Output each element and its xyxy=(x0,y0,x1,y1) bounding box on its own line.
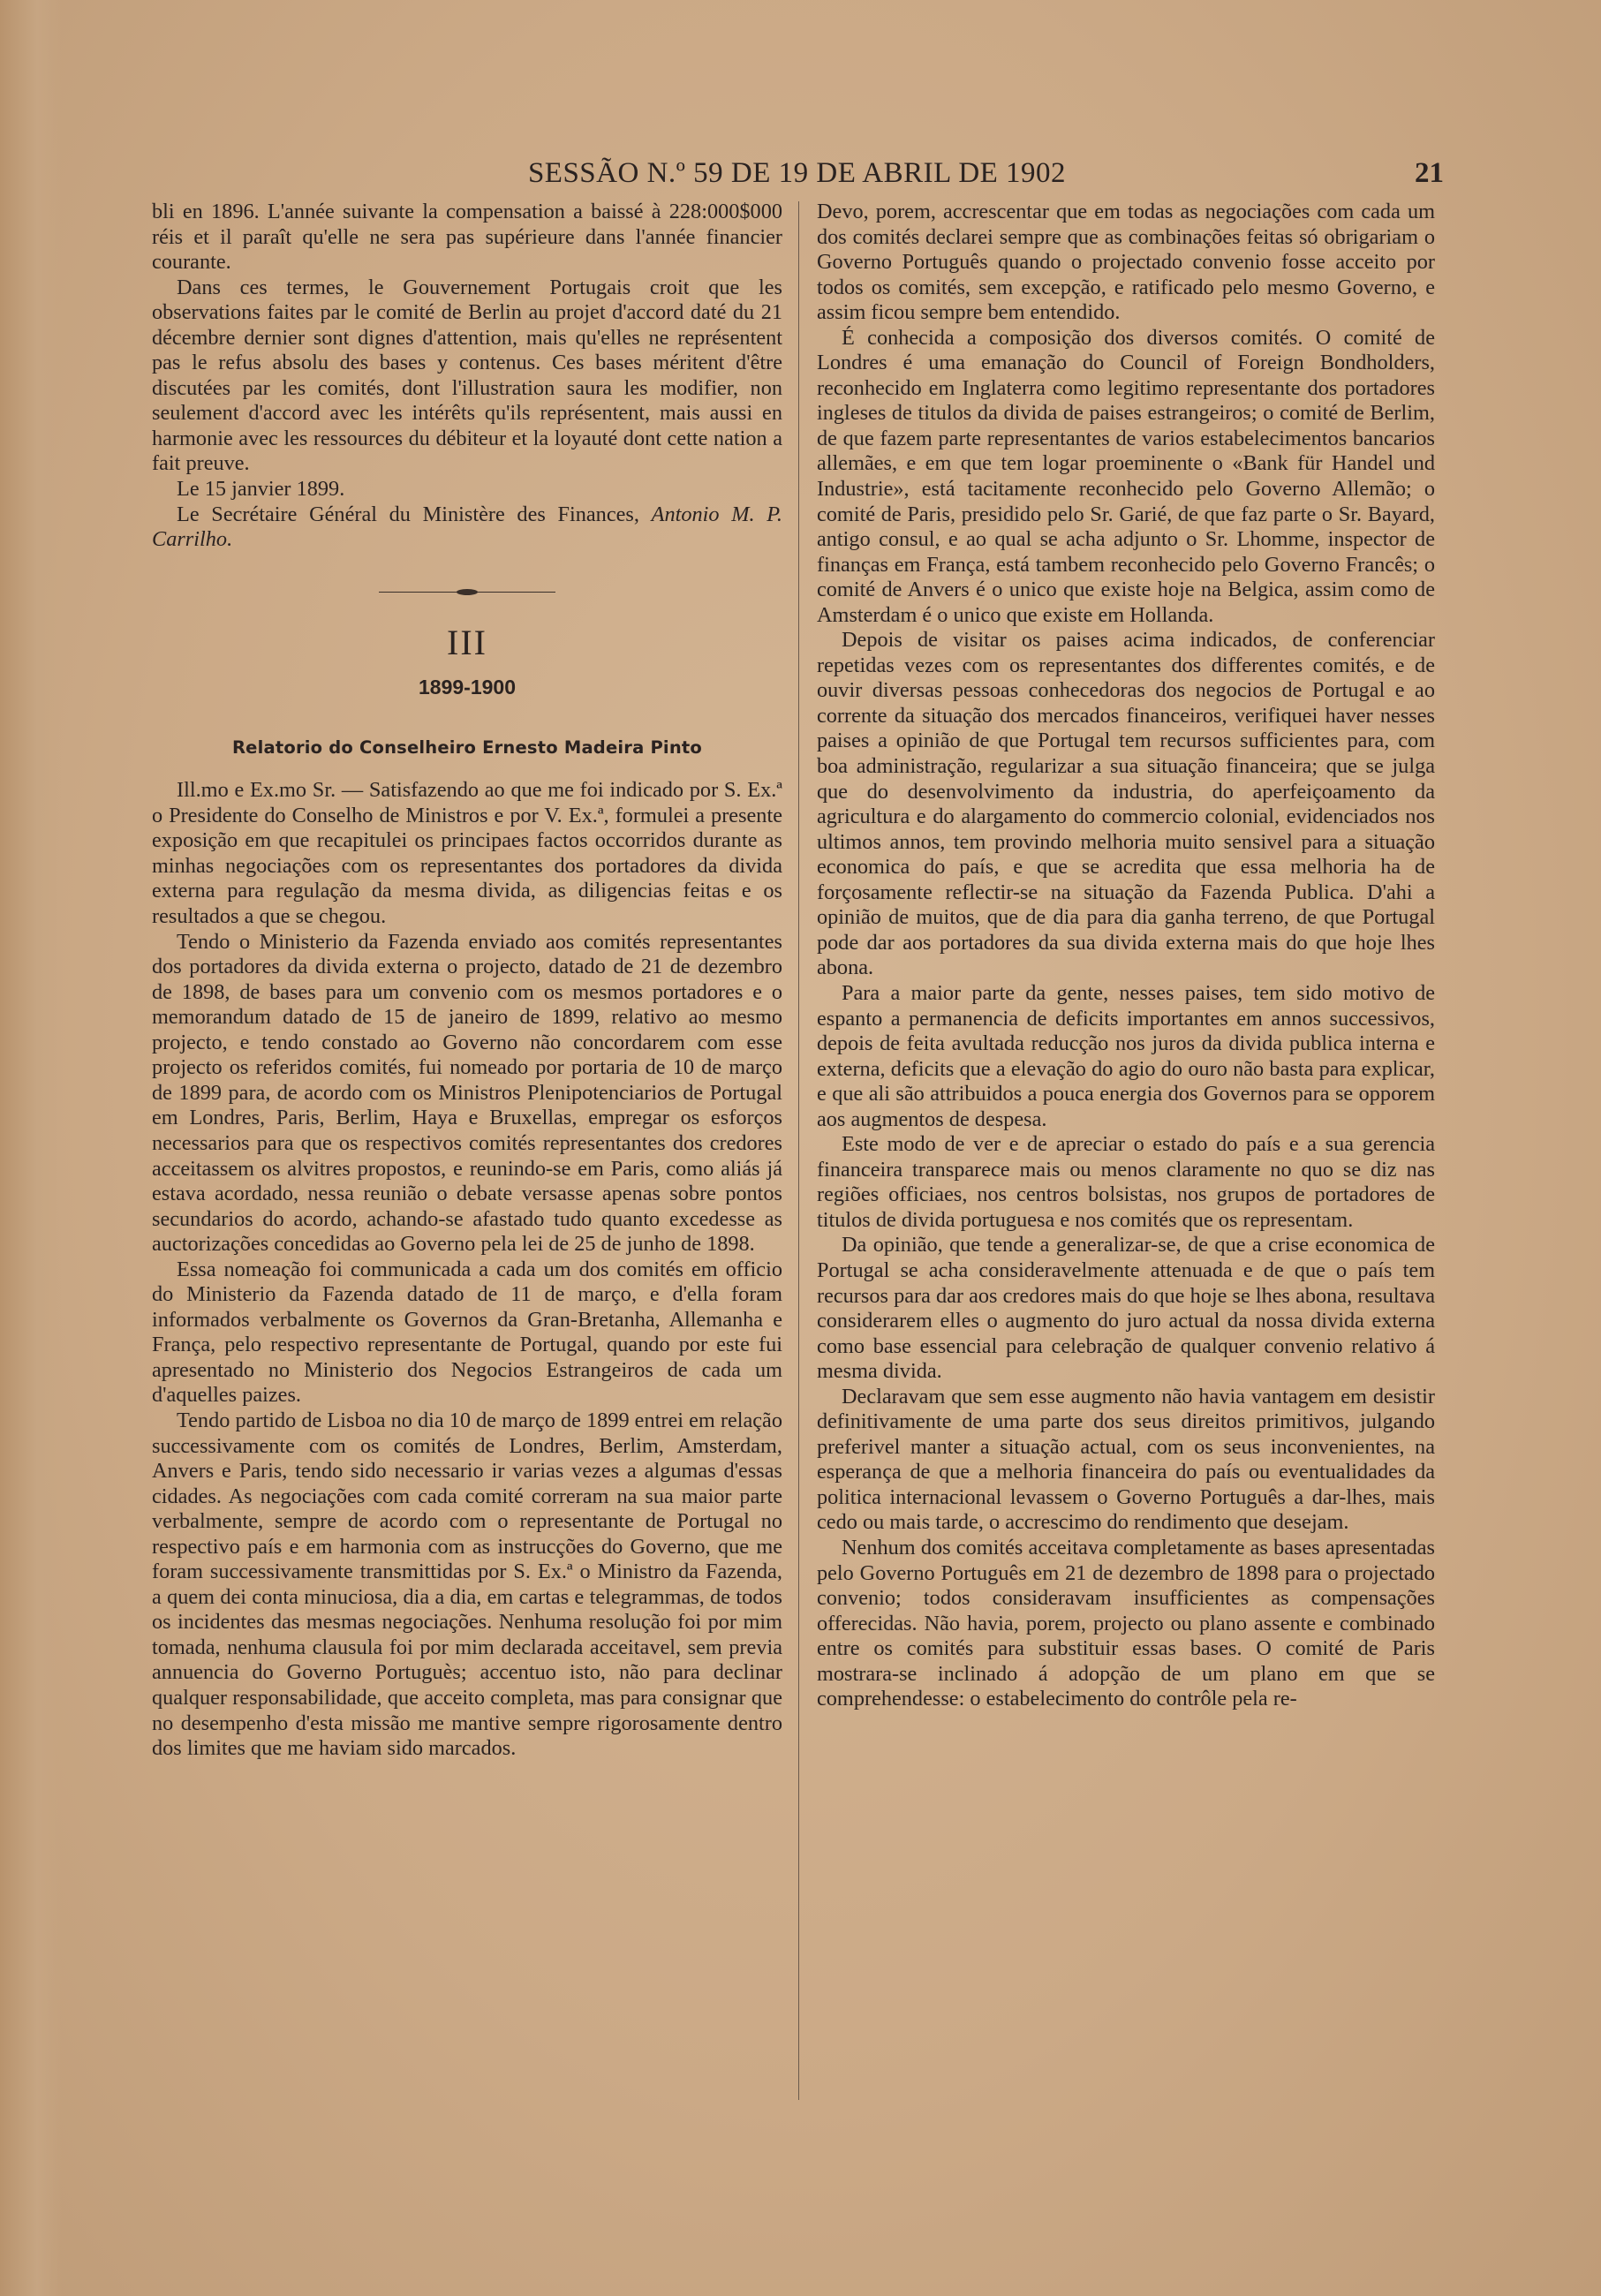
paragraph: É conhecida a composição dos diversos comités. O comité de Londres é uma emanação do Council of Foreign Bondholders, reconhecido em Inglaterra como legitimo representante dos portadores ingleses de titulos da divida de paises estrangeiros; o comité de Berlim, de que fazem parte representantes de varios estabelecimentos bancarios allemães, e em que tem logar proeminente o «Bank für Handel und Industrie», está tacitamente reconhecido pelo Governo Allemão; o comité de Paris, presidido pelo Sr. Garié, de que faz parte o Sr. Bayard, antigo consul, e ao qual se acha adjunto o Sr. Lhomme, inspector de finanças em França, está tambem reconhecido pelo Governo Francês; o comité de Anvers é o unico que existe hoje na Belgica, assim como de Amsterdam é o unico que existe em Hollanda. xyxy=(817,325,1435,627)
letter-date: Le 15 janvier 1899. xyxy=(177,477,345,502)
signature-line xyxy=(152,502,782,553)
header-title: SESSÃO N.º 59 DE 19 DE ABRIL DE 1902 xyxy=(527,157,1067,189)
section-years: 1899-1900 xyxy=(419,676,516,699)
report-title: Relatorio do Conselheiro Ernesto Madeira Pinto xyxy=(231,736,703,758)
paragraph: Para a maior parte da gente, nesses paises, tem sido motivo de espanto a permanencia de deficits importantes em annos successivos, depois de feita avultada reducção nos juros da divida publica interna e externa, deficits que a elevação do agio do ouro não basta para explicar, e que ali são attribuidos a pouca energia dos Governos para se opporem aos augmentos de despesa. xyxy=(817,980,1435,1131)
paper-edge xyxy=(0,0,62,2296)
page-header xyxy=(150,157,1444,196)
paragraph: Tendo partido de Lisboa no dia 10 de março de 1899 entrei em relação successivamente com os comités de Londres, Berlim, Amsterdam, Anvers e Paris, tendo sido necessario ir varias vezes a algumas d'essas cidades. As negociações com cada comité correram na sua maior parte verbalmente, sempre de acordo com o representante de Portugal no respectivo país e em harmonia com as instrucções do Governo, que me foram successivamente transmittidas por S. Ex.ª o Ministro da Fazenda, a quem dei conta minuciosa, dia a dia, em cartas e telegrammas, de todos os incidentes das mesmas negociações. Nenhuma resolução foi por mim tomada, nenhuma clausula foi por mim declarada acceitavel, sem previa annuencia do Governo Portuguès; accentuo isto, não para declinar qualquer responsabilidade, que acceito completa, mas para consignar que no desempenho d'esta missão me mantive sempre rigorosamente dentro dos limites que me haviam sido marcados. xyxy=(152,1408,782,1761)
paragraph: Da opinião, que tende a generalizar-se, de que a crise economica de Portugal se acha consideravelmente attenuada e de que o país tem recursos para dar aos credores mais do que hoje se lhes abona, resultava considerarem elles o augmento do juro actual da nossa divida externa como base essencial para celebração de qualquer convenio relativo á mesma divida. xyxy=(817,1233,1435,1384)
paragraph: Declaravam que sem esse augmento não havia vantagem em desistir definitivamente de uma parte dos seus direitos primitivos, julgando preferivel manter a situação actual, com os seus inconvenientes, na esperança de que a melhoria financeira do país ou eventualidades da politica internacional levassem o Governo Português a dar-lhes, mais cedo ou mais tarde, o accrescimo do rendimento que desejam. xyxy=(817,1384,1435,1535)
signature-name: Antonio M. P. Carrilho. xyxy=(152,502,782,552)
paragraph: Essa nomeação foi communicada a cada um dos comités em officio do Ministerio da Fazenda datado de 11 de março, e d'ella foram informados verbalmente os Governos da Gran-Bretanha, Allemanha e França, pelo respectivo representante de Portugal, quando por este fui apresentado no Ministerio dos Negocios Estrangeiros de cada um d'aquelles paizes. xyxy=(152,1257,782,1408)
column-divider xyxy=(798,201,799,2100)
paragraph: Este modo de ver e de apreciar o estado do país e a sua gerencia financeira transparece mais ou menos claramente no quo se diz nas regiões officiaes, nos centros bolsistas, nos grupos de portadores de titulos de divida portuguesa e nos comités que os representam. xyxy=(817,1132,1435,1232)
right-column xyxy=(817,200,1435,1712)
paragraph: Depois de visitar os paises acima indicados, de conferenciar repetidas vezes com os representantes dos differentes comités, e de ouvir diversas pessoas conhecedoras dos negocios de Portugal e ao corrente da situação dos mercados financeiros, verifiquei haver nesses paises a opinião de que Portugal tem recursos sufficientes para, com boa administração, regularizar a sua situação financeira; que se julga que do desenvolvimento da industria, do aperfeiçoamento da agricultura e do alargamento do commercio colonial, evidenciados nos ultimos annos, tem provindo melhoria muito sensivel para a situação economica do país, e que se acredita que essa melhoria ha de forçosamente reflectir-se na situação da Fazenda Publica. D'ahi a opinião de muitos, que de dia para dia ganha terreno, de que Portugal pode dar aos portadores da sua divida externa mais do que hoje lhes abona. xyxy=(817,628,1435,980)
paragraph: Ill.mo e Ex.mo Sr. — Satisfazendo ao que me foi indicado por S. Ex.ª o Presidente do Conselho de Ministros e por V. Ex.ª, formulei a presente exposição em que recapitulei os principaes factos occorridos durante as minhas negociações com os representantes dos portadores da divida externa para regulação da mesma divida, as diligencias feitas e os resultados a que se chegou. xyxy=(152,778,782,929)
left-column xyxy=(152,200,782,1762)
page-number: 21 xyxy=(1415,157,1444,189)
paragraph: bli en 1896. L'année suivante la compensation a baissé à 228:000$000 réis et il paraît qu'elle ne sera pas supérieure dans l'année financier courante. xyxy=(152,200,782,275)
paragraph: Dans ces termes, le Gouvernement Portugais croit que les observations faites par le comité de Berlin au projet d'accord daté du 21 décembre dernier sont dignes d'attention, mais qu'elles ne représentent pas le refus absolu des bases y contenus. Ces bases méritent d'être discutées par les comités, dont l'illustration saura les modifier, non seulement d'accord avec les intérêts qu'ils représentent, mais aussi en harmonie avec les ressources du débiteur et la loyauté dont cette nation a fait preuve. xyxy=(152,275,782,476)
paragraph: Tendo o Ministerio da Fazenda enviado aos comités representantes dos portadores da divida externa o projecto, datado de 21 de dezembro de 1898, de bases para um convenio com os mesmos portadores e o memorandum datado de 15 de janeiro de 1899, relativo ao mesmo projecto, e tendo constado ao Governo não concordarem com esse projecto os referidos comités, fui nomeado por portaria de 10 de março de 1899 para, de acordo com os Ministros Plenipotenciarios de Portugal em Londres, Paris, Berlim, Haya e Bruxellas, empregar os esforços necessarios para que os respectivos comités representantes dos credores acceitassem os alvitres propostos, e reunindo-se em Paris, como aliás já estava acordado, nessa reunião o debate versasse apenas sobre pontos secundarios do acordo, achando-se afastado tudo quanto excedesse as auctorizações concedidas ao Governo pela lei de 25 de junho de 1898. xyxy=(152,929,782,1257)
ornament-divider xyxy=(379,588,555,597)
paragraph: Nenhum dos comités acceitava completamente as bases apresentadas pelo Governo Português em 21 de dezembro de 1898 para o projectado convenio; todos consideravam insufficientes as compensações offerecidas. Não havia, porem, projecto ou plano assente e combinado entre os comités para substituir essas bases. O comité de Paris mostrara-se inclinado á adopção de um plano em que se comprehendesse: o estabelecimento do contrôle pela re- xyxy=(817,1535,1435,1711)
section-number: III xyxy=(447,622,487,662)
signature-prefix: Le Secrétaire Général du Ministère des Finances, xyxy=(177,502,652,526)
paragraph: Devo, porem, accrescentar que em todas as negociações com cada um dos comités declarei sempre que as combinações feitas só obrigariam o Governo Português quando o projectado convenio fosse acceito por todos os comités, sem excepção, e ratificado pelo mesmo Governo, e assim ficou sempre bem entendido. xyxy=(817,200,1435,325)
